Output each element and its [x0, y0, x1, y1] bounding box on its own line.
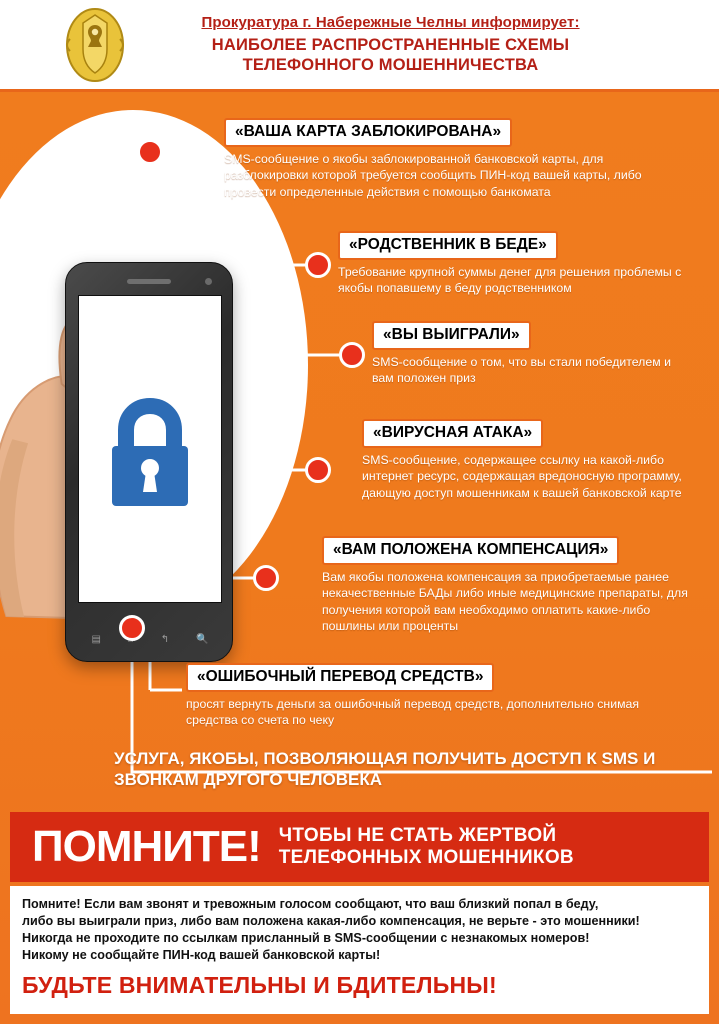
- bullet-dot-6: [119, 615, 145, 641]
- advice-line-4: Никому не сообщайте ПИН-код вашей банковской карты!: [22, 948, 381, 962]
- phone-speaker: [127, 279, 171, 284]
- back-icon: ↰: [160, 634, 170, 645]
- phone-camera-icon: [205, 278, 212, 285]
- bullet-dot-1: [137, 139, 163, 165]
- phone-nav-bar: [78, 634, 222, 645]
- callout-card-sms-access: [114, 748, 694, 791]
- callout-card-won: [372, 321, 696, 387]
- callout-card-compensation: [322, 536, 696, 634]
- callout-body: просят вернуть деньги за ошибочный перевод средств, дополнительно снимая средства со счета по чеку: [186, 697, 640, 728]
- callout-title: «ВИРУСНАЯ АТАКА»: [362, 419, 543, 448]
- callout-card-relative: [338, 231, 696, 297]
- callout-body: SMS-сообщение о том, что вы стали победителем и вам положен приз: [372, 355, 671, 386]
- callout-body: SMS-сообщение, содержащее ссылку на какой-либо интернет ресурс, содержащая вредоносную программу, дающую доступ мошенникам к вашей банковской карте: [362, 453, 682, 500]
- callout-title: «ВАША КАРТА ЗАБЛОКИРОВАНА»: [224, 118, 512, 147]
- callout-title: «РОДСТВЕННИК В БЕДЕ»: [338, 231, 558, 260]
- callout-title: «ВЫ ВЫИГРАЛИ»: [372, 321, 531, 350]
- header-line-1: Прокуратура г. Набережные Челны информирует:: [201, 13, 580, 31]
- header-line-2a: НАИБОЛЕЕ РАСПРОСТРАНЕННЫЕ СХЕМЫ: [211, 36, 570, 55]
- header-line-2b: ТЕЛЕФОННОГО МОШЕННИЧЕСТВА: [242, 56, 539, 75]
- remember-banner: [10, 812, 709, 882]
- advice-line-3: Никогда не проходите по ссылкам присланный в SMS-сообщении с незнакомых номеров!: [22, 931, 590, 945]
- remember-subtext-line-2: ТЕЛЕФОННЫХ МОШЕННИКОВ: [278, 847, 574, 868]
- advice-box: [10, 886, 709, 1014]
- callout-body: Вам якобы положена компенсация за приобретаемые ранее некачественные БАДы либо иные медицинские препараты, для получения которой вам необходимо оплатить какие-либо пошлины или проценты: [322, 570, 688, 634]
- callout-title: УСЛУГА, ЯКОБЫ, ПОЗВОЛЯЮЩАЯ ПОЛУЧИТЬ ДОСТУП К SMS И ЗВОНКАМ ДРУГОГО ЧЕЛОВЕКА: [114, 749, 656, 790]
- callout-card-wrong-transfer: [186, 663, 696, 729]
- callout-card-blocked: [224, 118, 696, 200]
- prosecutor-emblem-icon: [58, 5, 132, 85]
- remember-subtext: [279, 825, 574, 870]
- callout-body: SMS-сообщение о якобы заблокированной банковской карты, для разблокировки которой требуется сообщить ПИН-код вашей карты, либо провести определенные действия с помощью банкомата: [224, 152, 642, 199]
- callout-title: «ВАМ ПОЛОЖЕНА КОМПЕНСАЦИЯ»: [322, 536, 619, 565]
- phone-screen: [78, 295, 222, 603]
- remember-subtext-line-1: ЧТОБЫ НЕ СТАТЬ ЖЕРТВОЙ: [278, 824, 557, 846]
- menu-icon: ▤: [91, 634, 101, 645]
- callout-card-virus: [362, 419, 696, 501]
- header-text-block: [132, 14, 719, 76]
- padlock-icon: [102, 396, 198, 514]
- advice-line-1: Помните! Если вам звонят и тревожным голосом сообщают, что ваш близкий попал в беду,: [22, 897, 599, 911]
- callout-body: Требование крупной суммы денег для решения проблемы с якобы попавшему в беду родственником: [338, 265, 682, 296]
- bullet-dot-4: [305, 457, 331, 483]
- advice-line-2: либо вы выиграли приз, либо вам положена какая-либо компенсация, не верьте - это мошенники!: [22, 914, 640, 928]
- smartphone: [65, 262, 233, 662]
- header: [0, 0, 719, 92]
- bullet-dot-2: [305, 252, 331, 278]
- bullet-dot-3: [339, 342, 365, 368]
- callout-title: «ОШИБОЧНЫЙ ПЕРЕВОД СРЕДСТВ»: [186, 663, 494, 692]
- advice-call-to-action: БУДЬТЕ ВНИМАТЕЛЬНЫ И БДИТЕЛЬНЫ!: [22, 972, 497, 998]
- search-icon: 🔍: [196, 634, 209, 645]
- remember-heading: ПОМНИТЕ!: [32, 822, 261, 871]
- bullet-dot-5: [253, 565, 279, 591]
